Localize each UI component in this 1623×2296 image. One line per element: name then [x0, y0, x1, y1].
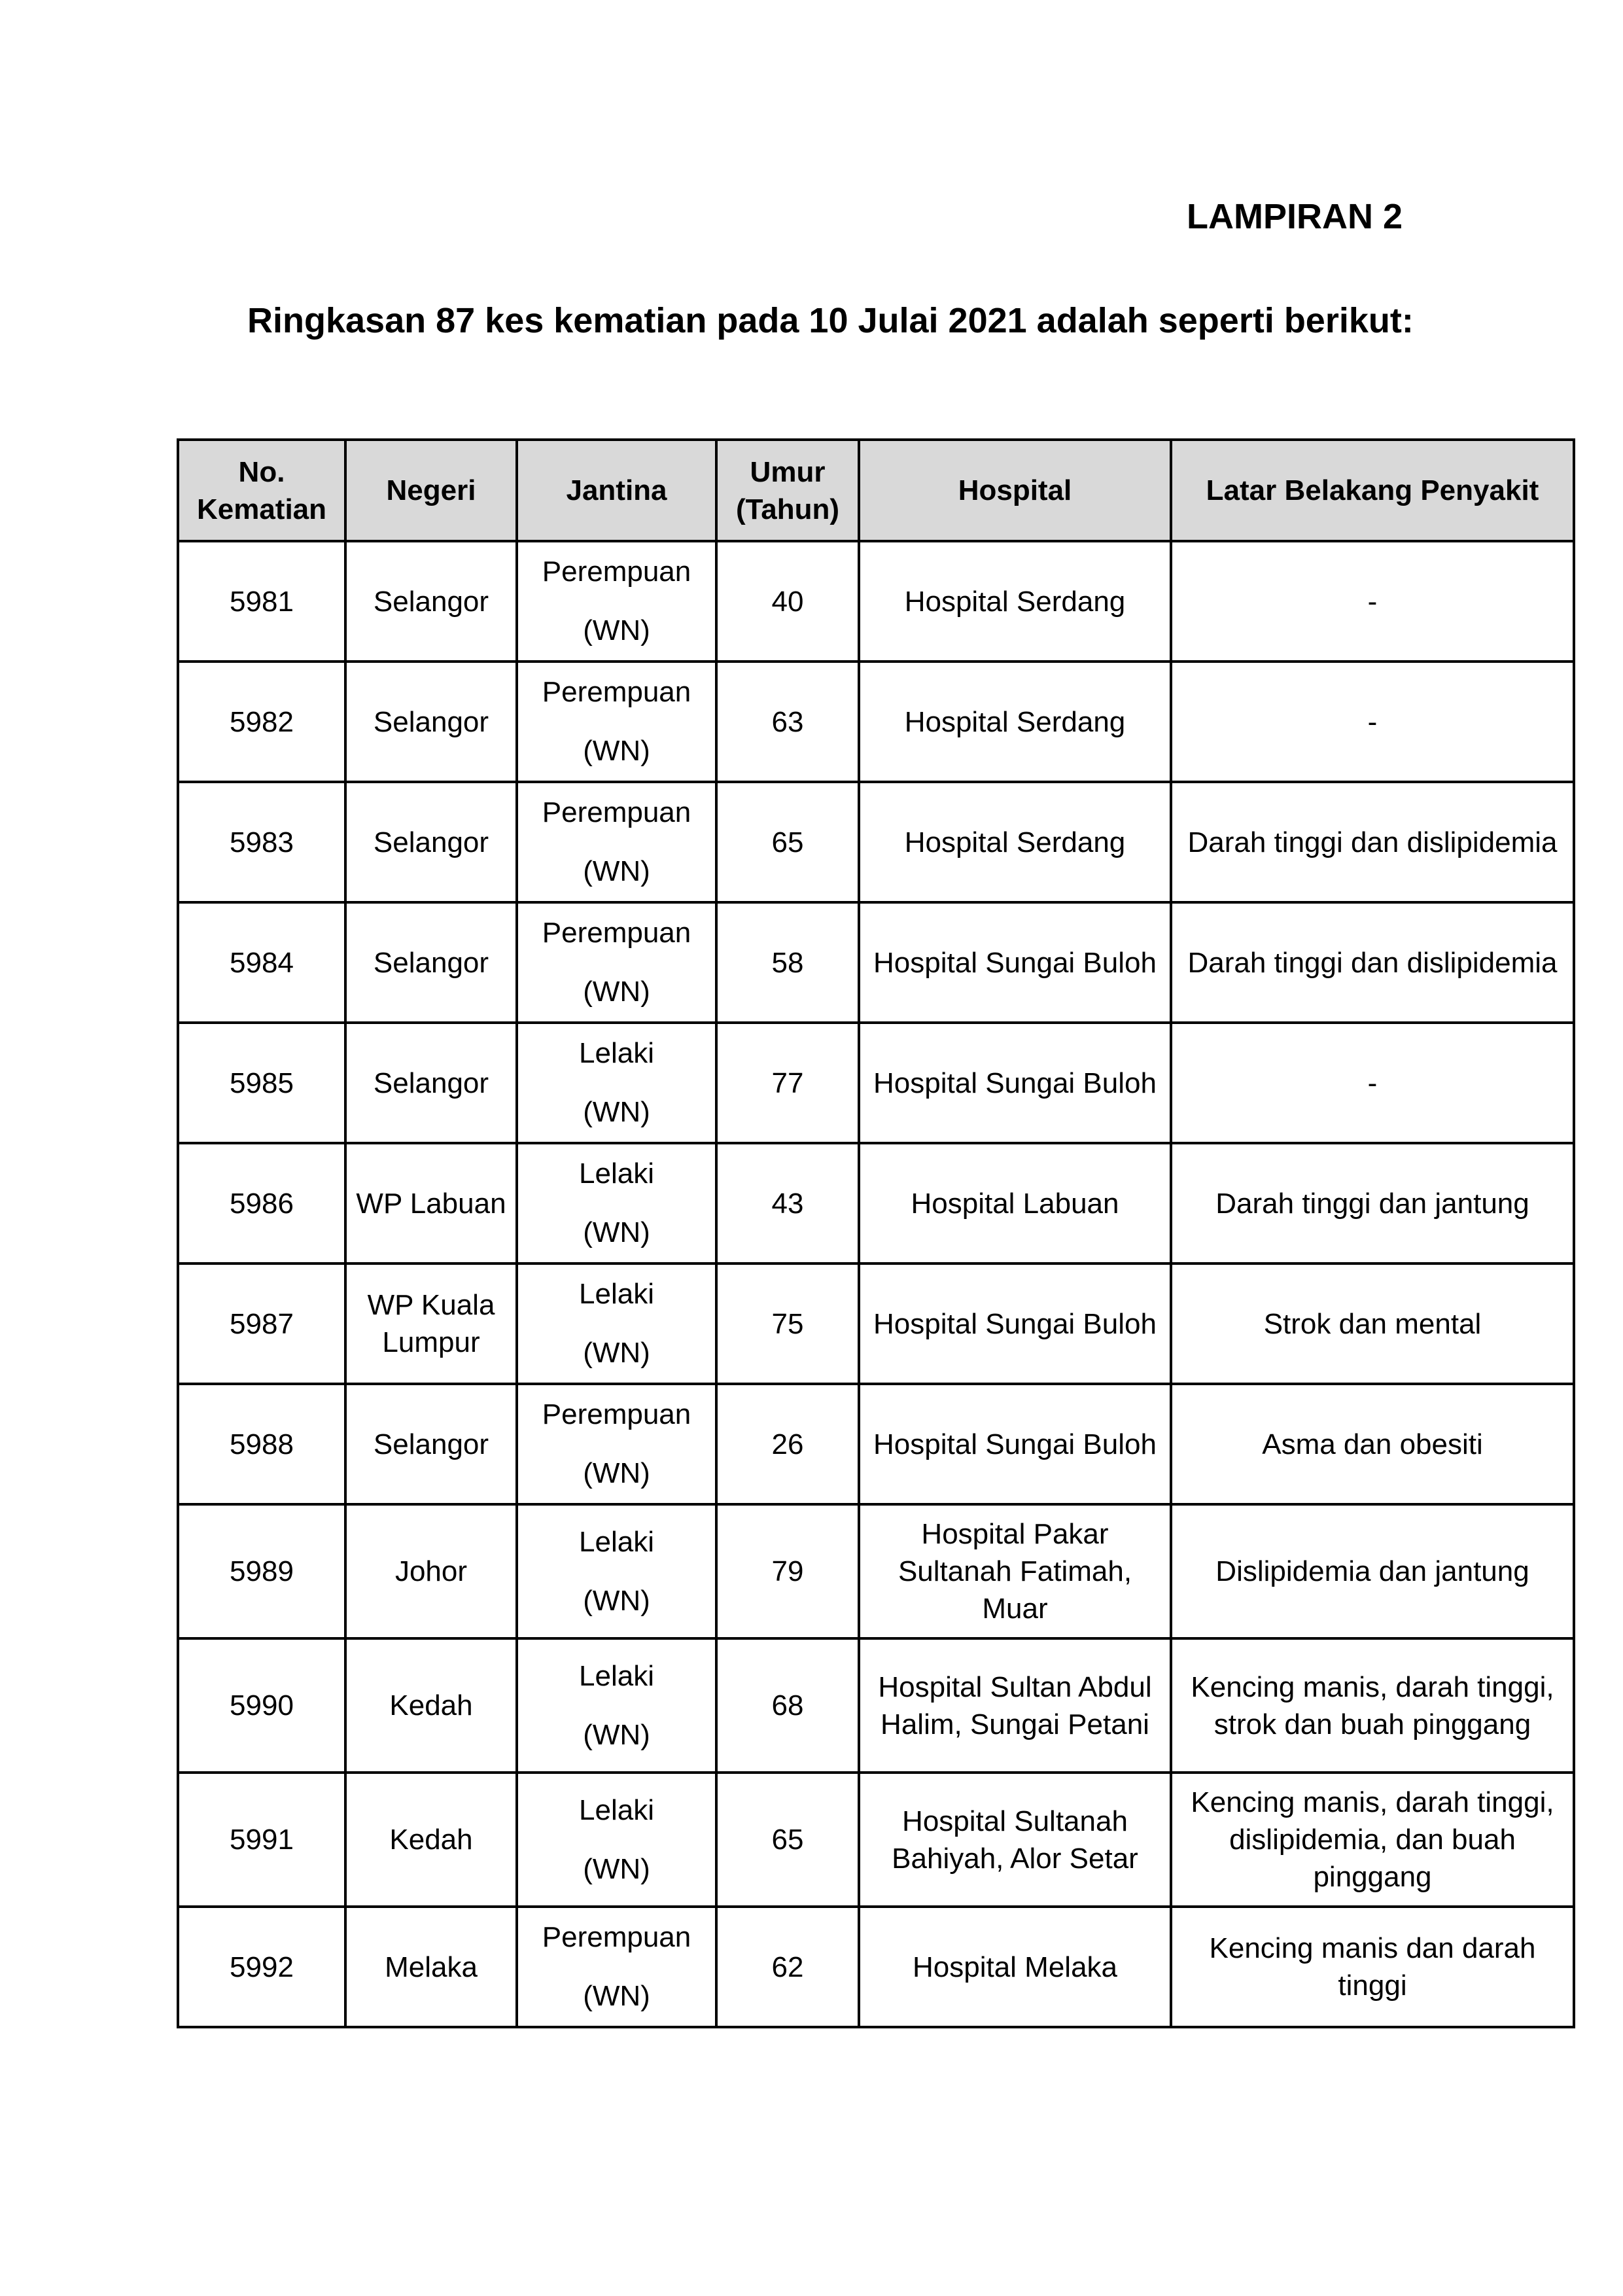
column-header-comorbidity: Latar Belakang Penyakit: [1171, 440, 1574, 541]
cell-comorbidity: Kencing manis, darah tinggi, strok dan buah pinggang: [1171, 1638, 1574, 1773]
intro-text: Ringkasan 87 kes kematian pada 10 Julai 2021 adalah seperti berikut:: [247, 301, 1414, 340]
cell-age: 65: [716, 782, 859, 902]
table-row: [178, 902, 1574, 1023]
cell-hospital: Hospital Sungai Buloh: [859, 1023, 1171, 1143]
cell-state: Kedah: [345, 1638, 517, 1773]
table-row: [178, 1143, 1574, 1263]
cell-comorbidity: Asma dan obesiti: [1171, 1384, 1574, 1504]
cell-no: 5983: [178, 782, 345, 902]
citizenship-text: (WN): [583, 1457, 650, 1489]
gender-text: Perempuan: [542, 1921, 691, 1953]
cell-age: 63: [716, 662, 859, 782]
gender-text: Lelaki: [579, 1659, 654, 1692]
cell-gender: [517, 902, 716, 1023]
cell-hospital: Hospital Serdang: [859, 662, 1171, 782]
cell-state: Johor: [345, 1504, 517, 1638]
cell-gender: [517, 541, 716, 662]
cell-comorbidity: Darah tinggi dan dislipidemia: [1171, 782, 1574, 902]
cell-state: Selangor: [345, 1384, 517, 1504]
cell-age: 58: [716, 902, 859, 1023]
table-row: [178, 1384, 1574, 1504]
cell-hospital: Hospital Sungai Buloh: [859, 902, 1171, 1023]
cell-gender: [517, 1638, 716, 1773]
gender-text: Perempuan: [542, 676, 691, 708]
cell-gender: [517, 1907, 716, 2027]
cell-age: 79: [716, 1504, 859, 1638]
column-header-age: Umur (Tahun): [716, 440, 859, 541]
cell-gender: [517, 1384, 716, 1504]
citizenship-text: (WN): [583, 976, 650, 1008]
cell-hospital: Hospital Melaka: [859, 1907, 1171, 2027]
table-row: [178, 662, 1574, 782]
cell-gender: [517, 662, 716, 782]
cell-no: 5985: [178, 1023, 345, 1143]
gender-text: Perempuan: [542, 796, 691, 828]
cell-comorbidity: Kencing manis, darah tinggi, dislipidemia, dan buah pinggang: [1171, 1773, 1574, 1907]
gender-text: Perempuan: [542, 1398, 691, 1430]
cell-comorbidity: -: [1171, 1023, 1574, 1143]
cell-gender: [517, 1773, 716, 1907]
cell-state: WP Kuala Lumpur: [345, 1263, 517, 1384]
table-header-row: [178, 440, 1574, 541]
table-row: [178, 1638, 1574, 1773]
gender-text: Lelaki: [579, 1157, 654, 1190]
gender-text: Lelaki: [579, 1278, 654, 1310]
citizenship-text: (WN): [583, 1718, 650, 1751]
cell-state: Selangor: [345, 1023, 517, 1143]
cell-gender: [517, 1504, 716, 1638]
gender-text: Lelaki: [579, 1525, 654, 1558]
column-header-hospital: Hospital: [859, 440, 1171, 541]
cell-gender: [517, 1143, 716, 1263]
cell-age: 62: [716, 1907, 859, 2027]
cell-age: 26: [716, 1384, 859, 1504]
cell-state: Selangor: [345, 902, 517, 1023]
appendix-label: LAMPIRAN 2: [1187, 197, 1403, 236]
cell-no: 5992: [178, 1907, 345, 2027]
cell-no: 5981: [178, 541, 345, 662]
table-row: [178, 1504, 1574, 1638]
gender-text: Lelaki: [579, 1037, 654, 1069]
table-row: [178, 541, 1574, 662]
cell-age: 68: [716, 1638, 859, 1773]
cell-comorbidity: -: [1171, 541, 1574, 662]
citizenship-text: (WN): [583, 1852, 650, 1885]
cell-gender: [517, 782, 716, 902]
deaths-table: [177, 438, 1575, 2028]
cell-comorbidity: Strok dan mental: [1171, 1263, 1574, 1384]
table-row: [178, 782, 1574, 902]
citizenship-text: (WN): [583, 1337, 650, 1369]
cell-age: 77: [716, 1023, 859, 1143]
cell-no: 5982: [178, 662, 345, 782]
citizenship-text: (WN): [583, 1096, 650, 1128]
cell-comorbidity: Dislipidemia dan jantung: [1171, 1504, 1574, 1638]
citizenship-text: (WN): [583, 1216, 650, 1248]
cell-hospital: Hospital Serdang: [859, 541, 1171, 662]
gender-text: Perempuan: [542, 556, 691, 588]
table-row: [178, 1023, 1574, 1143]
citizenship-text: (WN): [583, 614, 650, 646]
cell-hospital: Hospital Sungai Buloh: [859, 1263, 1171, 1384]
table-row: [178, 1773, 1574, 1907]
cell-hospital: Hospital Sultan Abdul Halim, Sungai Petani: [859, 1638, 1171, 1773]
cell-hospital: Hospital Labuan: [859, 1143, 1171, 1263]
cell-no: 5988: [178, 1384, 345, 1504]
citizenship-text: (WN): [583, 1584, 650, 1617]
gender-text: Lelaki: [579, 1793, 654, 1826]
table-row: [178, 1263, 1574, 1384]
cell-no: 5987: [178, 1263, 345, 1384]
cell-comorbidity: Darah tinggi dan jantung: [1171, 1143, 1574, 1263]
citizenship-text: (WN): [583, 1980, 650, 2012]
cell-age: 65: [716, 1773, 859, 1907]
cell-hospital: Hospital Sungai Buloh: [859, 1384, 1171, 1504]
cell-age: 40: [716, 541, 859, 662]
cell-state: Selangor: [345, 662, 517, 782]
cell-state: Melaka: [345, 1907, 517, 2027]
cell-gender: [517, 1263, 716, 1384]
cell-hospital: Hospital Sultanah Bahiyah, Alor Setar: [859, 1773, 1171, 1907]
cell-comorbidity: Darah tinggi dan dislipidemia: [1171, 902, 1574, 1023]
cell-no: 5991: [178, 1773, 345, 1907]
cell-state: Kedah: [345, 1773, 517, 1907]
cell-no: 5986: [178, 1143, 345, 1263]
column-header-gender: Jantina: [517, 440, 716, 541]
cell-hospital: Hospital Pakar Sultanah Fatimah, Muar: [859, 1504, 1171, 1638]
gender-text: Perempuan: [542, 917, 691, 949]
cell-comorbidity: -: [1171, 662, 1574, 782]
table-row: [178, 1907, 1574, 2027]
cell-state: Selangor: [345, 782, 517, 902]
cell-gender: [517, 1023, 716, 1143]
cell-age: 43: [716, 1143, 859, 1263]
cell-age: 75: [716, 1263, 859, 1384]
citizenship-text: (WN): [583, 855, 650, 887]
table-body: [178, 541, 1574, 2027]
cell-no: 5990: [178, 1638, 345, 1773]
column-header-state: Negeri: [345, 440, 517, 541]
cell-no: 5984: [178, 902, 345, 1023]
citizenship-text: (WN): [583, 735, 650, 767]
cell-no: 5989: [178, 1504, 345, 1638]
cell-hospital: Hospital Serdang: [859, 782, 1171, 902]
column-header-no: No. Kematian: [178, 440, 345, 541]
cell-state: WP Labuan: [345, 1143, 517, 1263]
cell-state: Selangor: [345, 541, 517, 662]
cell-comorbidity: Kencing manis dan darah tinggi: [1171, 1907, 1574, 2027]
